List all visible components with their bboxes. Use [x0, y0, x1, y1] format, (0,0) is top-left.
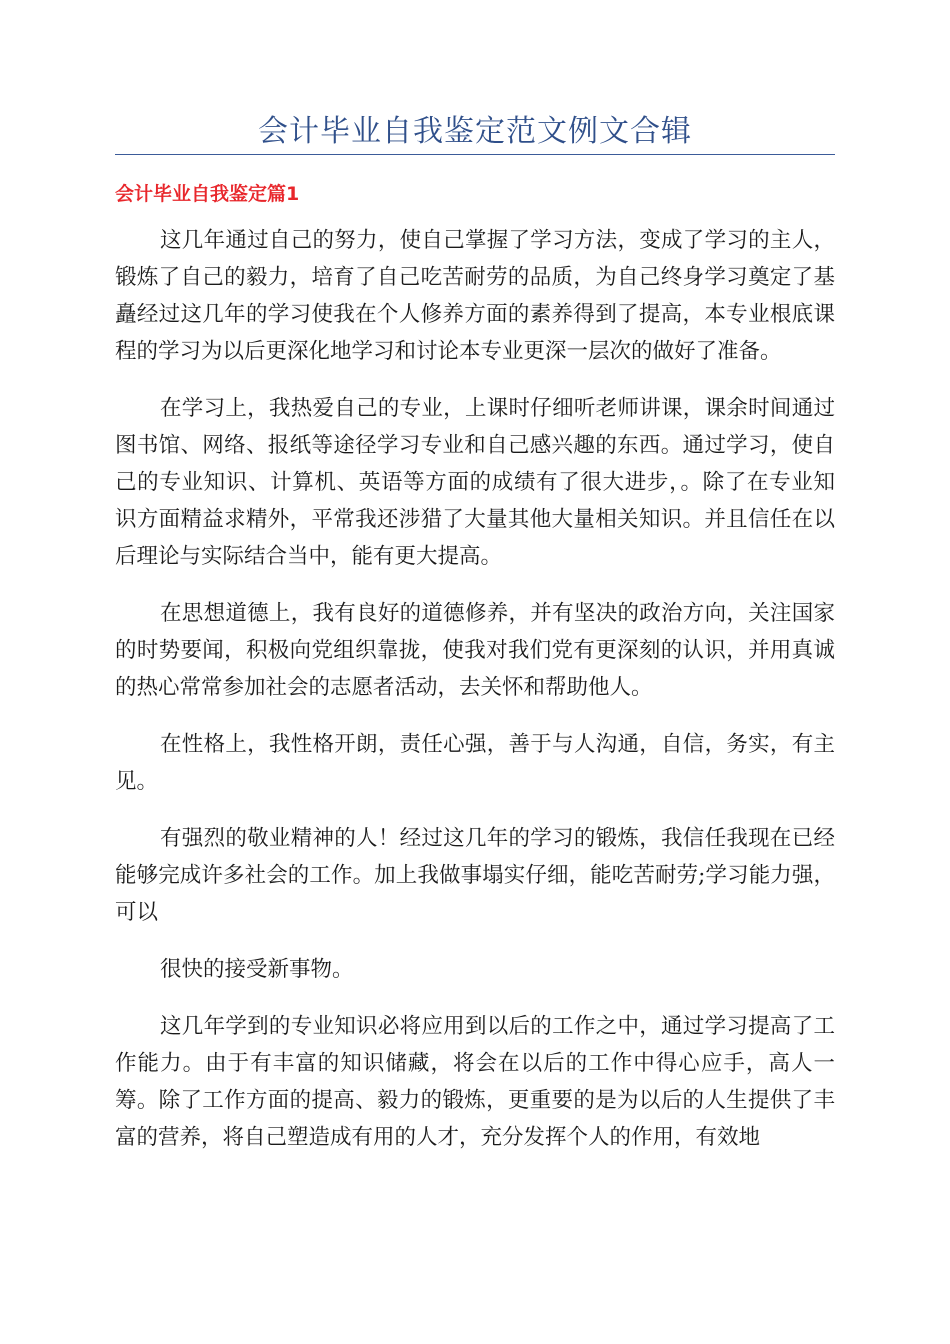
paragraph: 在思想道德上，我有良好的道德修养，并有坚决的政治方向，关注国家的时势要闻，积极向党组织靠拢，使我对我们党有更深刻的认识，并用真诚的热心常常参加社会的志愿者活动，去关怀和帮助他人。 — [115, 601, 835, 700]
document-body — [115, 222, 835, 1176]
section-heading: 会计毕业自我鉴定篇1 — [115, 183, 300, 205]
paragraph: 很快的接受新事物。 — [160, 957, 354, 982]
paragraph: 这几年学到的专业知识必将应用到以后的工作之中，通过学习提高了工作能力。由于有丰富的知识储藏，将会在以后的工作中得心应手，高人一筹。除了工作方面的提高、毅力的锻炼，更重要的是为以后的人生提供了丰富的营养，将自己塑造成有用的人才，充分发挥个人的作用，有效地 — [115, 1014, 835, 1150]
paragraph: 在性格上，我性格开朗，责任心强，善于与人沟通，自信，务实，有主见。 — [115, 732, 835, 794]
paragraph: 有强烈的敬业精神的人！经过这几年的学习的锻炼，我信任我现在已经能够完成许多社会的工作。加上我做事塌实仔细，能吃苦耐劳;学习能力强，可以 — [115, 826, 835, 925]
document-title: 会计毕业自我鉴定范文例文合辑 — [258, 114, 692, 149]
paragraph: 这几年通过自己的努力，使自己掌握了学习方法，变成了学习的主人，锻炼了自己的毅力，培育了自己吃苦耐劳的品质，为自己终身学习奠定了基矗经过这几年的学习使我在个人修养方面的素养得到了提高，本专业根底课程的学习为以后更深化地学习和讨论本专业更深一层次的做好了准备。 — [115, 228, 835, 364]
paragraph: 在学习上，我热爱自己的专业，上课时仔细听老师讲课，课余时间通过图书馆、网络、报纸等途径学习专业和自己感兴趣的东西。通过学习，使自己的专业知识、计算机、英语等方面的成绩有了很大进步，。除了在专业知识方面精益求精外，平常我还涉猎了大量其他大量相关知识。并且信任在以后理论与实际结合当中，能有更大提高。 — [115, 396, 835, 569]
title-divider — [115, 154, 835, 155]
